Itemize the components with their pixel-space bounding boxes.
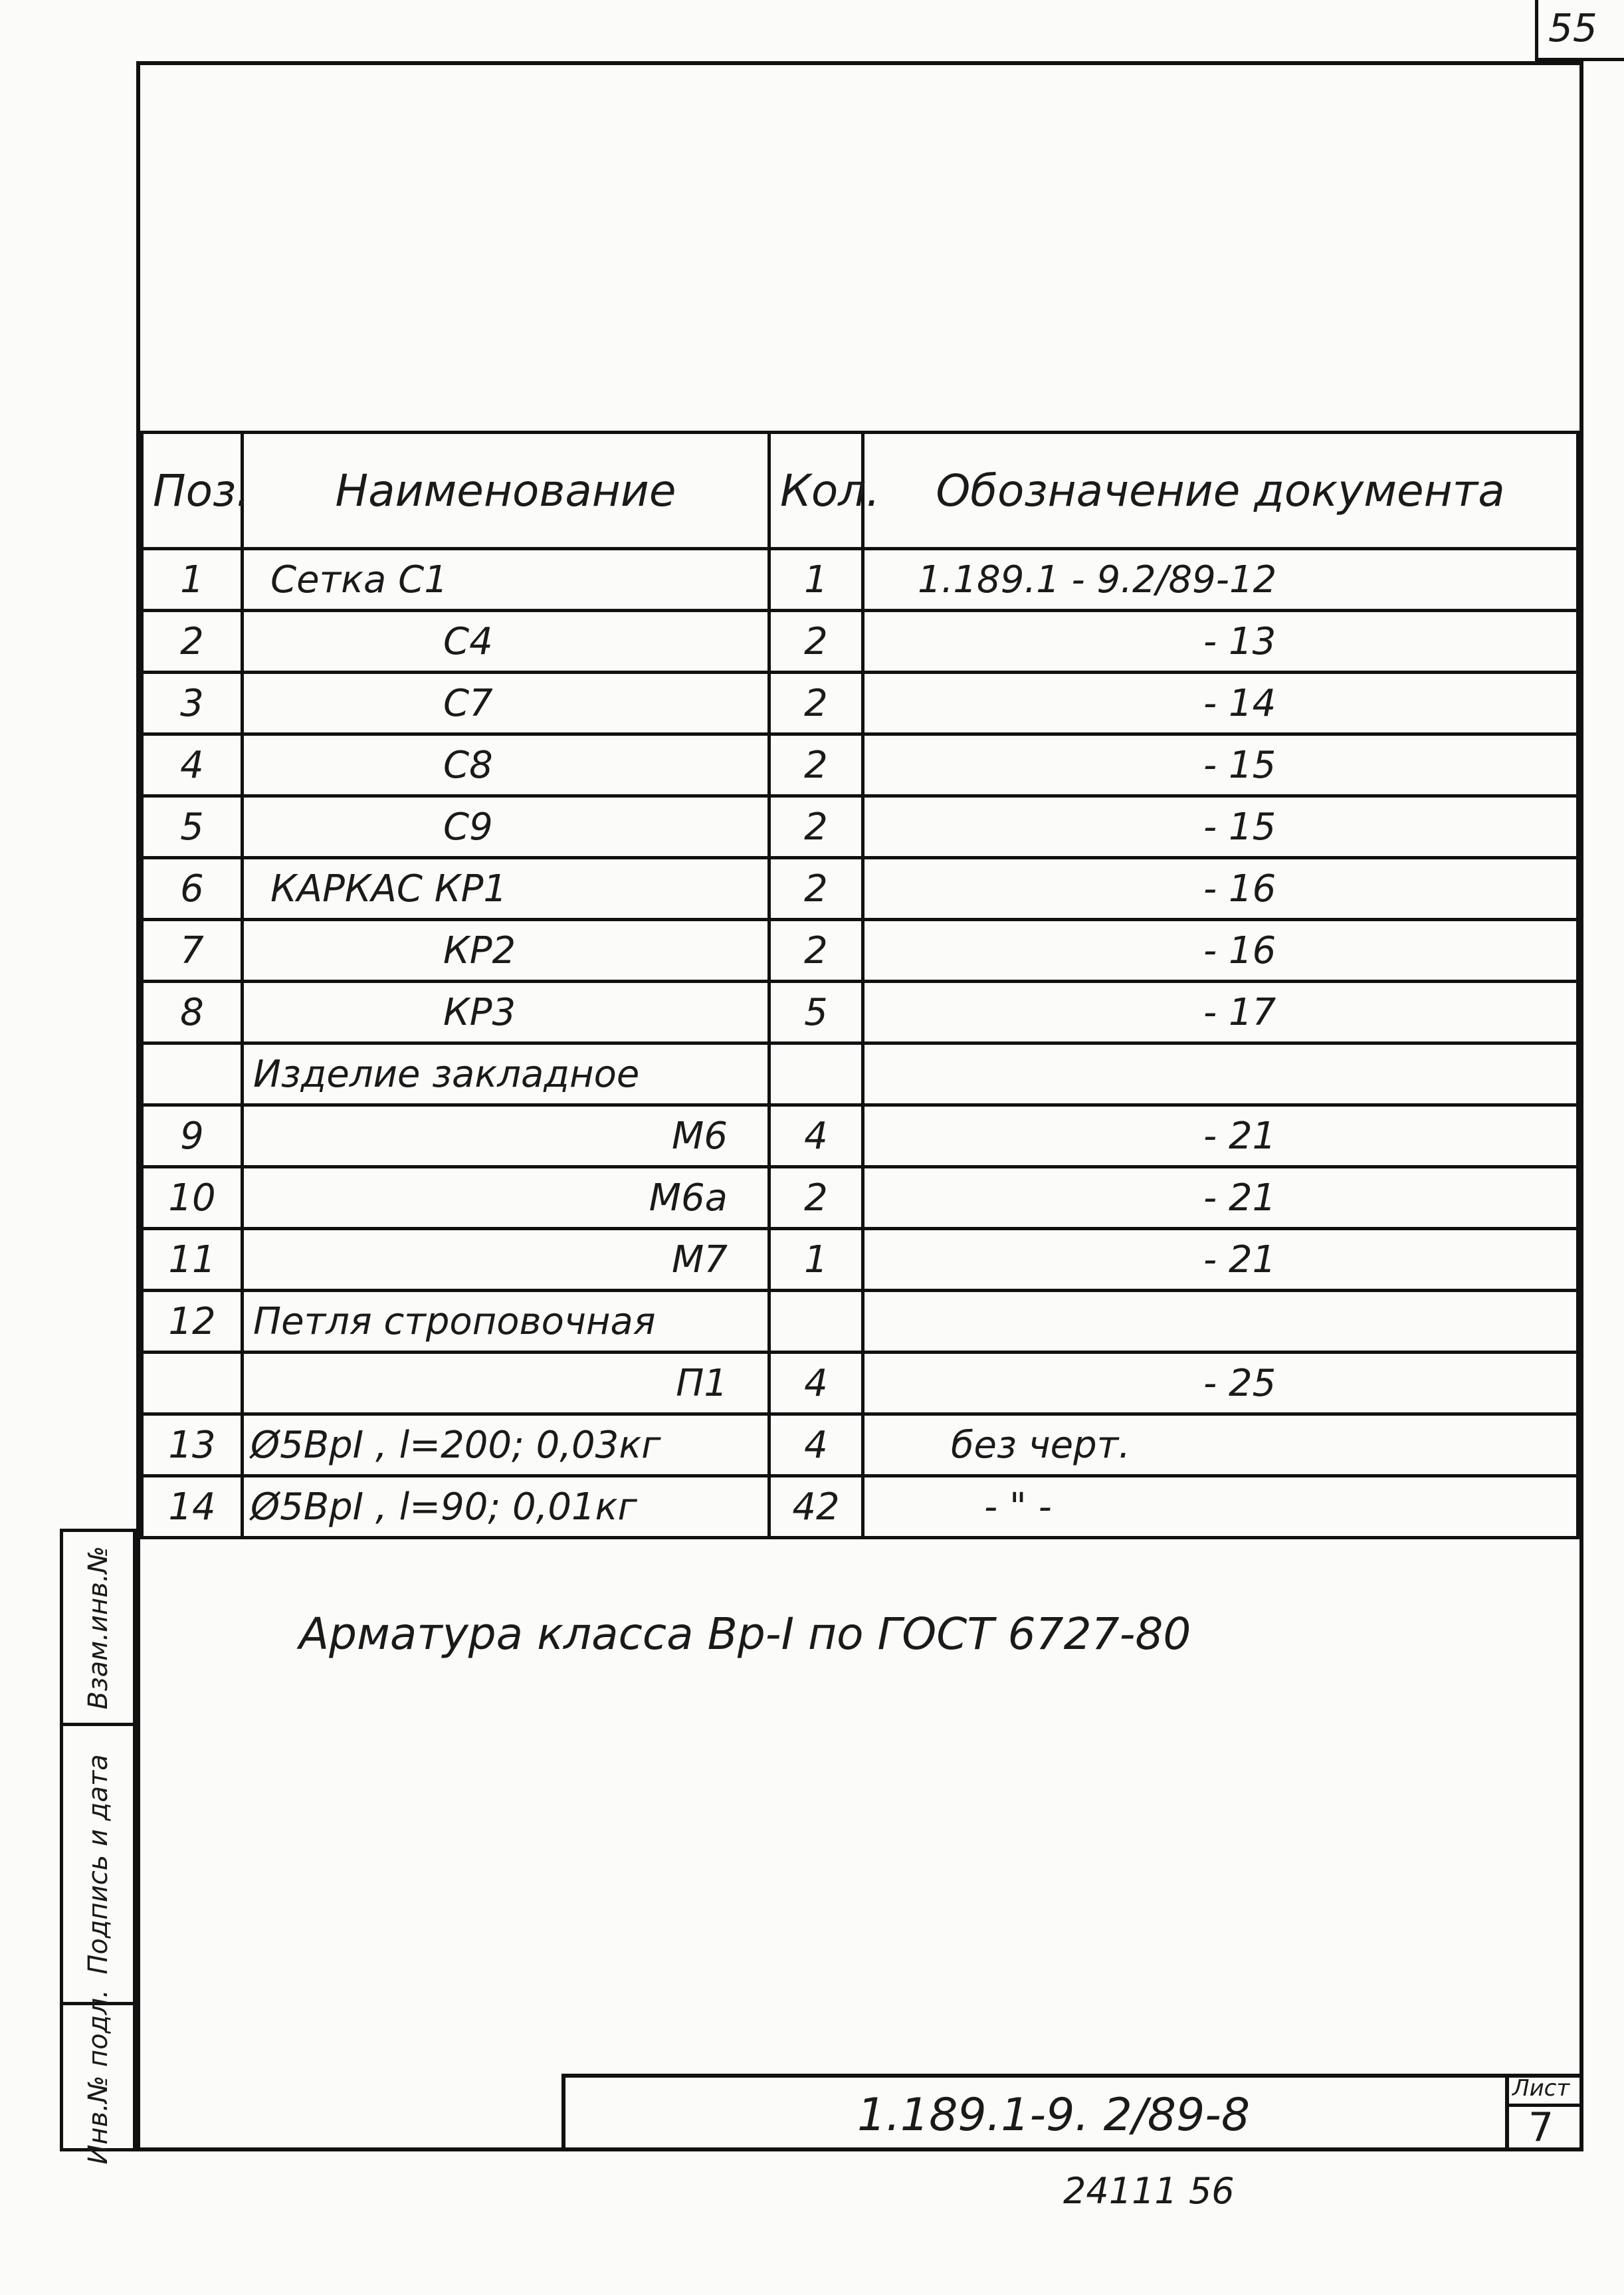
cell-doc: - 13	[863, 611, 1578, 673]
side-stamp-strip	[60, 1529, 136, 2165]
cell-doc: - 21	[863, 1105, 1578, 1167]
cell-doc: без черт.	[863, 1414, 1578, 1476]
cell-pos: 11	[142, 1229, 243, 1291]
cell-doc: - 16	[863, 920, 1578, 982]
cell-qty: 4	[769, 1414, 863, 1476]
cell-doc: - 21	[863, 1229, 1578, 1291]
table-row	[142, 1167, 1578, 1229]
cell-qty: 2	[769, 673, 863, 734]
table-row	[142, 1291, 1578, 1353]
cell-name: Ø5ВрI , l=200; 0,03кг	[243, 1414, 769, 1476]
cell-qty: 2	[769, 611, 863, 673]
side-label-replace: Взам.инв.№	[82, 1545, 114, 1709]
cell-pos: 9	[142, 1105, 243, 1167]
cell-doc: - 21	[863, 1167, 1578, 1229]
cell-name: М7	[243, 1229, 769, 1291]
cell-name: П1	[243, 1353, 769, 1414]
sheet-number: 7	[1528, 2104, 1554, 2151]
cell-pos: 13	[142, 1414, 243, 1476]
table-row	[142, 982, 1578, 1043]
cell-name: С4	[243, 611, 769, 673]
cell-name: С9	[243, 796, 769, 858]
header-pos: Поз.	[142, 433, 243, 549]
side-cell-replace	[63, 1532, 133, 1726]
table-row	[142, 1353, 1578, 1414]
side-label-inventory: Инв.№ подл.	[82, 1989, 114, 2165]
cell-pos: 10	[142, 1167, 243, 1229]
cell-name: Сетка С1	[243, 549, 769, 611]
table-row	[142, 1414, 1578, 1476]
cell-pos: 14	[142, 1476, 243, 1538]
cell-qty: 1	[769, 1229, 863, 1291]
table-row	[142, 1043, 1578, 1105]
cell-qty: 4	[769, 1105, 863, 1167]
document-code: 1.189.1-9. 2/89-8	[857, 2089, 1251, 2141]
cell-doc	[863, 1291, 1578, 1353]
cell-doc: 1.189.1 - 9.2/89-12	[863, 549, 1578, 611]
table-row	[142, 611, 1578, 673]
cell-pos: 6	[142, 858, 243, 920]
cell-pos	[142, 1353, 243, 1414]
sheet-label: Лист	[1512, 2075, 1570, 2102]
cell-name: КР2	[243, 920, 769, 982]
cell-pos: 1	[142, 549, 243, 611]
header-doc: Обозначение документа	[863, 433, 1578, 549]
cell-qty: 2	[769, 920, 863, 982]
reinforcement-note: Арматура класса Вр-I по ГОСТ 6727-80	[299, 1608, 1191, 1660]
table-row	[142, 734, 1578, 796]
table-row	[142, 796, 1578, 858]
cell-doc: - 15	[863, 734, 1578, 796]
table-row	[142, 1229, 1578, 1291]
footer-archive-number: 24111 56	[1063, 2170, 1235, 2212]
cell-doc	[863, 1043, 1578, 1105]
cell-name: Изделие закладное	[243, 1043, 769, 1105]
cell-pos: 2	[142, 611, 243, 673]
cell-qty: 5	[769, 982, 863, 1043]
cell-qty: 2	[769, 734, 863, 796]
header-qty: Кол.	[769, 433, 863, 549]
cell-doc: - 17	[863, 982, 1578, 1043]
cell-name: Петля строповочная	[243, 1291, 769, 1353]
cell-pos: 4	[142, 734, 243, 796]
cell-qty	[769, 1291, 863, 1353]
scan-stamp-smudge	[7, 7, 106, 173]
header-name: Наименование	[243, 433, 769, 549]
table-row	[142, 920, 1578, 982]
cell-qty: 2	[769, 858, 863, 920]
cell-name: М6а	[243, 1167, 769, 1229]
table-row	[142, 549, 1578, 611]
cell-qty: 1	[769, 549, 863, 611]
cell-doc: - " -	[863, 1476, 1578, 1538]
specification-table	[140, 431, 1579, 1539]
cell-qty: 2	[769, 1167, 863, 1229]
page-number: 55	[1548, 5, 1597, 51]
side-label-signature: Подпись и дата	[82, 1753, 114, 1975]
cell-qty	[769, 1043, 863, 1105]
cell-name: С8	[243, 734, 769, 796]
table-row	[142, 858, 1578, 920]
table-row	[142, 1105, 1578, 1167]
cell-qty: 42	[769, 1476, 863, 1538]
cell-doc: - 25	[863, 1353, 1578, 1414]
cell-doc: - 14	[863, 673, 1578, 734]
cell-pos	[142, 1043, 243, 1105]
table-row	[142, 673, 1578, 734]
cell-name: КАРКАС КР1	[243, 858, 769, 920]
cell-name: Ø5ВрI , l=90; 0,01кг	[243, 1476, 769, 1538]
cell-qty: 4	[769, 1353, 863, 1414]
cell-doc: - 15	[863, 796, 1578, 858]
table-row	[142, 1476, 1578, 1538]
cell-name: КР3	[243, 982, 769, 1043]
cell-pos: 3	[142, 673, 243, 734]
cell-pos: 8	[142, 982, 243, 1043]
cell-name: М6	[243, 1105, 769, 1167]
side-cell-inventory	[63, 1989, 133, 2165]
side-cell-signature	[63, 1726, 133, 2005]
table-header-row	[142, 433, 1578, 549]
cell-doc: - 16	[863, 858, 1578, 920]
cell-name: С7	[243, 673, 769, 734]
cell-qty: 2	[769, 796, 863, 858]
cell-pos: 12	[142, 1291, 243, 1353]
cell-pos: 5	[142, 796, 243, 858]
cell-pos: 7	[142, 920, 243, 982]
